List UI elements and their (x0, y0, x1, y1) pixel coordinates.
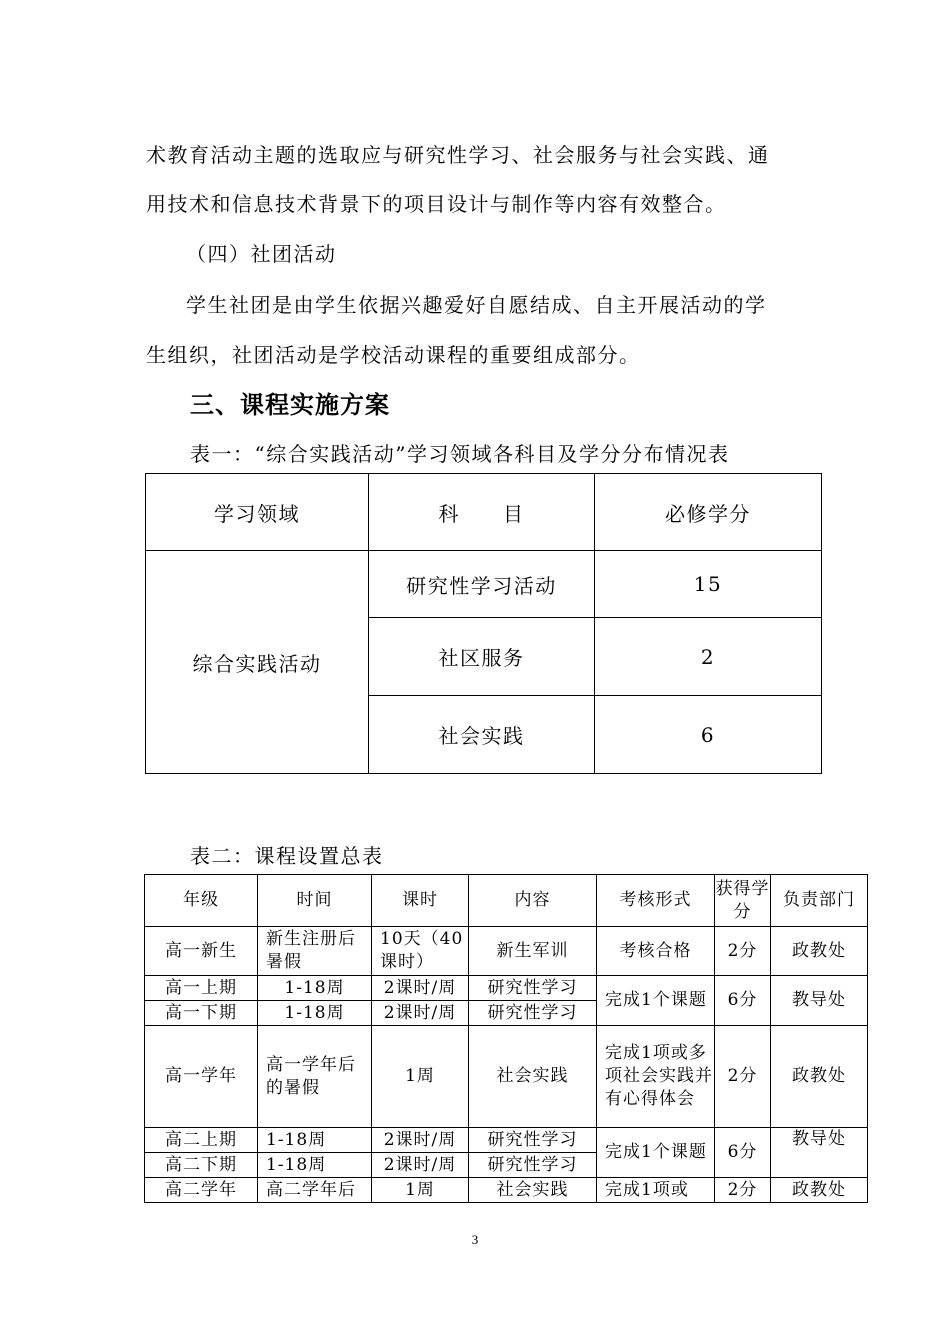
assessment-cell: 考核合格 (597, 927, 715, 976)
table1-caption: 表一：“综合实践活动”学习领域各科目及学分分布情况表 (190, 442, 730, 466)
credit-distribution-table (145, 473, 822, 774)
header-cell: 时间 (258, 875, 372, 927)
grade-cell: 高二上期 (145, 1128, 258, 1153)
hours-cell: 10天（40课时） (372, 927, 469, 976)
grade-cell: 高一新生 (145, 927, 258, 976)
assessment-cell: 完成1个课题 (597, 1128, 715, 1178)
department-cell: 教导处 (771, 1128, 868, 1178)
subject-cell: 研究性学习活动 (369, 551, 595, 618)
table-row (146, 551, 822, 618)
assessment-cell: 完成1项或多项社会实践并有心得体会 (597, 1026, 715, 1128)
header-cell: 课时 (372, 875, 469, 927)
section-heading: 三、课程实施方案 (190, 391, 390, 419)
header-cell: 获得学分 (715, 875, 771, 927)
credit-cell: 2分 (715, 1178, 771, 1203)
content-cell: 新生军训 (469, 927, 597, 976)
table-row (145, 976, 868, 1001)
subject-cell: 社区服务 (369, 618, 595, 696)
department-cell: 政教处 (771, 1178, 868, 1203)
table-row (145, 1026, 868, 1128)
content-cell: 研究性学习 (469, 1128, 597, 1153)
credit-cell: 2分 (715, 1026, 771, 1128)
page-number: 3 (471, 1232, 479, 1247)
department-cell: 政教处 (771, 1026, 868, 1128)
hours-cell: 2课时/周 (372, 1128, 469, 1153)
credit-cell: 2分 (715, 927, 771, 976)
credit-cell: 6 (595, 696, 822, 774)
header-cell: 负责部门 (771, 875, 868, 927)
grade-cell: 高一下期 (145, 1001, 258, 1026)
content-cell: 社会实践 (469, 1026, 597, 1128)
time-cell: 1-18周 (258, 1001, 372, 1026)
subject-cell: 社会实践 (369, 696, 595, 774)
header-cell: 必修学分 (595, 474, 822, 551)
department-cell: 政教处 (771, 927, 868, 976)
sub-heading: （四）社团活动 (186, 242, 337, 266)
time-cell: 新生注册后暑假 (258, 927, 372, 976)
content-cell: 研究性学习 (469, 1153, 597, 1178)
table-row (145, 1128, 868, 1153)
hours-cell: 1周 (372, 1026, 469, 1128)
time-cell: 1-18周 (258, 1128, 372, 1153)
credit-cell: 2 (595, 618, 822, 696)
header-cell: 科 目 (369, 474, 595, 551)
header-cell: 学习领域 (146, 474, 369, 551)
paragraph-line: 术教育活动主题的选取应与研究性学习、社会服务与社会实践、通 (146, 143, 770, 167)
content-cell: 研究性学习 (469, 1001, 597, 1026)
time-cell: 高二学年后 (258, 1178, 372, 1203)
grade-cell: 高一学年 (145, 1026, 258, 1128)
table-row (145, 927, 868, 976)
time-cell: 1-18周 (258, 976, 372, 1001)
hours-cell: 2课时/周 (372, 1153, 469, 1178)
table-header-row (146, 474, 822, 551)
credit-cell: 15 (595, 551, 822, 618)
time-cell: 高一学年后的暑假 (258, 1026, 372, 1128)
header-cell: 内容 (469, 875, 597, 927)
credit-cell: 6分 (715, 976, 771, 1026)
department-cell: 教导处 (771, 976, 868, 1026)
hours-cell: 2课时/周 (372, 1001, 469, 1026)
credit-cell: 6分 (715, 1128, 771, 1178)
header-cell: 年级 (145, 875, 258, 927)
domain-cell: 综合实践活动 (146, 551, 369, 774)
table-header-row (145, 875, 868, 927)
hours-cell: 1周 (372, 1178, 469, 1203)
paragraph-line: 学生社团是由学生依据兴趣爱好自愿结成、自主开展活动的学 (186, 293, 767, 317)
table2-caption: 表二：课程设置总表 (190, 844, 384, 868)
table-row (145, 1178, 868, 1203)
header-cell: 考核形式 (597, 875, 715, 927)
grade-cell: 高一上期 (145, 976, 258, 1001)
time-cell: 1-18周 (258, 1153, 372, 1178)
assessment-cell: 完成1项或 (597, 1178, 715, 1203)
assessment-cell: 完成1个课题 (597, 976, 715, 1026)
content-cell: 社会实践 (469, 1178, 597, 1203)
grade-cell: 高二下期 (145, 1153, 258, 1178)
grade-cell: 高二学年 (145, 1178, 258, 1203)
hours-cell: 2课时/周 (372, 976, 469, 1001)
paragraph-line: 用技术和信息技术背景下的项目设计与制作等内容有效整合。 (146, 192, 727, 216)
course-settings-table (144, 874, 868, 1203)
content-cell: 研究性学习 (469, 976, 597, 1001)
paragraph-line: 生组织，社团活动是学校活动课程的重要组成部分。 (146, 343, 641, 367)
